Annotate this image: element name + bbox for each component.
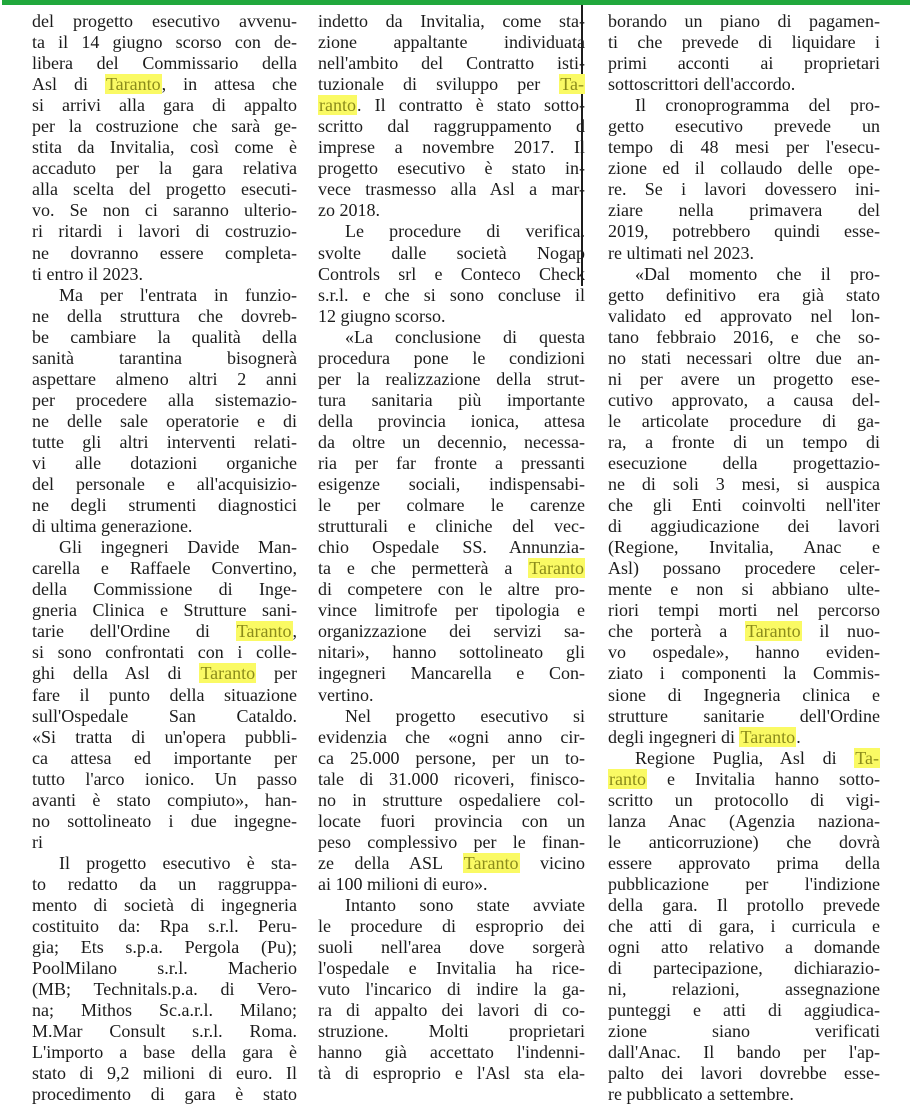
text-line: ziare nella primavera del: [608, 200, 880, 221]
text-line: procedimento di gara è stato: [32, 1084, 297, 1105]
text-line: imprese a novembre 2017. Il: [318, 137, 585, 158]
text-line: evidenzia che «ogni anno cir-: [318, 726, 585, 747]
text-line: Il progetto esecutivo è sta-: [59, 852, 297, 873]
search-highlight: ranto: [319, 95, 356, 116]
text-line: ta il 14 giugno scorso con de-: [32, 32, 297, 53]
text-line: nell'ambito del Contratto isti-: [318, 53, 585, 74]
text-line: di partecipazione, dichiarazio-: [608, 958, 880, 979]
text-line: libera del Commissario della: [32, 53, 297, 74]
text-line: tuzionale di sviluppo per Ta-: [318, 74, 584, 95]
text-line: chio Ospedale SS. Annunzia-: [318, 537, 585, 558]
text-line: avanti è stato compiuto», han-: [32, 789, 297, 810]
text-line: na; Mithos Sc.a.r.l. Milano;: [32, 1000, 297, 1021]
text-line: ca attesa ed importante per: [32, 747, 297, 768]
text-line: 2019, potrebbero quindi esse-: [608, 221, 880, 242]
text-line: borando un piano di pagamen-: [608, 11, 880, 31]
text-line: Asl) possano procedere celer-: [608, 558, 880, 579]
text-line: zione appaltante individuata: [318, 32, 585, 53]
text-line: che porterà a Taranto il nuo-: [608, 621, 880, 642]
text-line: ingegneri Mancarella e Con-: [318, 663, 585, 684]
search-highlight: Taranto: [745, 621, 801, 642]
text-line: ziato i componenti la Commis-: [608, 663, 880, 684]
text-line: cutivo approvato, a causa del-: [608, 389, 880, 410]
article-column-3: [608, 11, 880, 1105]
text-line: vertino.: [318, 684, 374, 705]
text-line: Nel progetto esecutivo si: [345, 705, 585, 726]
text-line: della gara. Il protollo prevede: [608, 894, 880, 915]
text-line: ne dovranno essere completa-: [32, 242, 297, 263]
text-line: le per colmare le carenze: [318, 495, 585, 516]
text-line: indetto da Invitalia, come sta-: [318, 11, 585, 31]
text-line: L'importo a base della gara è: [32, 1042, 297, 1063]
text-line: mente e non si abbiano ulte-: [608, 579, 880, 600]
text-line: zione siano verificati: [608, 1021, 880, 1042]
text-line: del progetto esecutivo avvenu-: [32, 11, 297, 31]
text-line: ze della ASL Taranto vicino: [318, 852, 585, 873]
text-line: strutturali e cliniche del vec-: [318, 516, 585, 537]
search-highlight: Ta-: [560, 74, 584, 95]
text-line: Ma per l'entrata in funzio-: [59, 284, 297, 305]
text-line: Controls srl e Conteco Check: [318, 263, 585, 284]
text-line: che atti di gara, i curricula e: [608, 916, 880, 937]
text-line: ranto. Il contratto è stato sotto-: [319, 95, 585, 116]
text-line: sull'Ospedale San Cataldo.: [32, 705, 297, 726]
text-line: ca 25.000 persone, per un to-: [318, 747, 585, 768]
text-line: degli ingegneri di Taranto.: [608, 726, 801, 747]
text-line: tempo di 48 mesi per l'esecu-: [608, 137, 880, 158]
text-line: Gli ingegneri Davide Man-: [59, 537, 297, 558]
text-line: alla scelta del progetto esecuti-: [32, 179, 297, 200]
text-line: procedura pone le condizioni: [318, 347, 585, 368]
text-line: ghi della Asl di Taranto per: [32, 663, 297, 684]
text-line: si arrivi alla gara di appalto: [32, 95, 297, 116]
text-line: stita da Invitalia, così come è: [32, 137, 297, 158]
text-line: mento di società di ingegneria: [32, 894, 297, 915]
text-line: dall'Anac. Il bando per l'ap-: [608, 1042, 880, 1063]
text-line: validato ed approvato nel lon-: [608, 305, 880, 326]
top-border-line: [2, 0, 910, 5]
text-line: ri: [32, 831, 43, 852]
text-line: vo. Se non ci saranno ulterio-: [32, 200, 297, 221]
text-line: ni, relazioni, assegnazione: [608, 979, 880, 1000]
text-line: tano febbraio 2016, e che so-: [608, 326, 880, 347]
text-line: tutte gli altri interventi relati-: [32, 431, 297, 452]
article-column-2: [318, 11, 585, 1084]
text-line: locate fuori provincia con un: [318, 810, 585, 831]
text-line: le articolate procedure di ga-: [608, 410, 880, 431]
text-line: ra, a fronte di un tempo di: [608, 431, 880, 452]
text-line: di competere con le altre pro-: [318, 579, 585, 600]
text-line: si sono confrontati con i colle-: [32, 642, 297, 663]
text-line: gneria Clinica e Strutture sani-: [32, 600, 297, 621]
text-line: strutture sanitarie dell'Ordine: [608, 705, 880, 726]
text-line: le anticorruzione) che dovrà: [608, 831, 880, 852]
text-line: per la costruzione che sarà ge-: [32, 116, 297, 137]
text-line: aspettare almeno altri 2 anni: [32, 368, 297, 389]
text-line: costituito da: Rpa s.r.l. Peru-: [32, 916, 297, 937]
text-line: pubblicazione per l'indizione: [608, 873, 880, 894]
text-line: gia; Ets s.p.a. Pergola (Pu);: [32, 937, 297, 958]
search-highlight: Ta-: [855, 747, 879, 768]
text-line: per procedere alla sistemazio-: [32, 389, 297, 410]
text-line: tutto l'arco ionico. Un passo: [32, 768, 297, 789]
text-line: vince limitrofe per tipologia e: [318, 600, 585, 621]
article-column-1: [32, 11, 297, 1105]
text-line: scritto dal raggruppamento d: [318, 116, 585, 137]
text-line: tà di esproprio e l'Asl sta ela-: [318, 1063, 585, 1084]
text-line: zione ed il collaudo delle ope-: [608, 158, 880, 179]
text-line: ne degli strumenti diagnostici: [32, 495, 297, 516]
text-line: palto dei lavori dovrebbe esse-: [608, 1063, 880, 1084]
text-line: getto definitivo era già stato: [608, 284, 880, 305]
text-line: re. Se i lavori dovessero ini-: [608, 179, 880, 200]
text-line: ni per avere un progetto ese-: [608, 368, 880, 389]
text-line: l'ospedale e Invitalia ha rice-: [318, 958, 585, 979]
text-line: tarie dell'Ordine di Taranto,: [32, 621, 297, 642]
search-highlight: Taranto: [740, 726, 796, 747]
text-line: ti entro il 2023.: [32, 263, 143, 284]
text-line: M.Mar Consult s.r.l. Roma.: [32, 1021, 297, 1042]
text-line: «La conclusione di questa: [345, 326, 585, 347]
text-line: re ultimati nel 2023.: [608, 242, 754, 263]
text-line: riori tempi morti nel percorso: [608, 600, 880, 621]
text-line: organizzazione dei servizi sa-: [318, 621, 585, 642]
text-line: Regione Puglia, Asl di Ta-: [635, 747, 879, 768]
text-line: Le procedure di verifica.: [345, 221, 585, 242]
text-line: ria per far fronte a pressanti: [318, 452, 585, 473]
text-line: getto esecutivo prevede un: [608, 116, 880, 137]
text-line: punteggi e atti di aggiudica-: [608, 1000, 880, 1021]
text-line: di ultima generazione.: [32, 516, 193, 537]
text-line: fare il punto della situazione: [32, 684, 297, 705]
text-line: sottoscrittori dell'accordo.: [608, 74, 796, 95]
text-line: no stati necessari oltre due an-: [608, 347, 880, 368]
text-line: «Dal momento che il pro-: [635, 263, 880, 284]
text-line: hanno già accettato l'indenni-: [318, 1042, 585, 1063]
text-line: le procedure di esproprio dei: [318, 916, 585, 937]
text-line: tura sanitaria più importante: [318, 389, 585, 410]
text-line: suoli nell'area dove sorgerà: [318, 937, 585, 958]
text-line: da oltre un decennio, necessa-: [318, 431, 585, 452]
text-line: della Commissione di Inge-: [32, 579, 297, 600]
text-line: be cambiare la qualità della: [32, 326, 297, 347]
text-line: ti che prevede di liquidare i: [608, 32, 880, 53]
text-line: sanità tarantina bisognerà: [32, 347, 297, 368]
text-line: sione di Ingegneria clinica e: [608, 684, 880, 705]
search-highlight: Taranto: [463, 852, 519, 873]
text-line: 12 giugno scorso.: [318, 305, 446, 326]
text-line: to redatto da un raggruppa-: [32, 873, 297, 894]
text-line: ra di appalto dei lavori di co-: [318, 1000, 585, 1021]
text-line: ranto e Invitalia hanno sotto-: [609, 768, 880, 789]
text-line: del personale e all'acquisizio-: [32, 474, 297, 495]
text-line: scritto un protocollo di vigi-: [608, 789, 880, 810]
text-line: stato di 9,2 milioni di euro. Il: [32, 1063, 297, 1084]
text-line: esigenze sociali, indispensabi-: [318, 474, 585, 495]
text-line: ne delle sale operatorie e di: [32, 410, 297, 431]
text-line: vece trasmesso alla Asl a mar-: [318, 179, 585, 200]
text-line: vuto l'incarico di indire la ga-: [318, 979, 585, 1000]
text-line: vi alle dotazioni organiche: [32, 452, 297, 473]
text-line: progetto esecutivo è stato in-: [318, 158, 585, 179]
search-highlight: ranto: [609, 768, 646, 789]
text-line: peso complessivo per le finan-: [318, 831, 585, 852]
search-highlight: Taranto: [236, 621, 292, 642]
text-line: struzione. Molti proprietari: [318, 1021, 585, 1042]
text-line: ne di soli 3 mesi, si auspica: [608, 474, 880, 495]
text-line: essere approvato prima della: [608, 852, 880, 873]
text-line: zo 2018.: [318, 200, 380, 221]
text-line: Asl di Taranto, in attesa che: [32, 74, 297, 95]
text-line: esecuzione della progettazio-: [608, 452, 880, 473]
text-line: (MB; Technitals.p.a. di Vero-: [32, 979, 297, 1000]
text-line: PoolMilano s.r.l. Macherio: [32, 958, 297, 979]
text-line: ri ritardi i lavori di costruzio-: [32, 221, 297, 242]
search-highlight: Taranto: [529, 558, 584, 579]
text-line: re pubblicato a settembre.: [608, 1084, 794, 1105]
text-line: vo ospedale», hanno eviden-: [608, 642, 880, 663]
text-line: svolte dalle società Nogap: [318, 242, 585, 263]
text-line: lanza Anac (Agenzia naziona-: [608, 810, 880, 831]
text-line: no in strutture ospedaliere col-: [318, 789, 585, 810]
text-line: «Si tratta di un'opera pubbli-: [32, 726, 297, 747]
text-line: (Regione, Invitalia, Anac e: [608, 537, 880, 558]
text-line: tale di 31.000 ricoveri, finisco-: [318, 768, 585, 789]
text-line: primi acconti ai proprietari: [608, 53, 880, 74]
text-line: carella e Raffaele Convertino,: [32, 558, 297, 579]
text-line: nitari», hanno sottolineato gli: [318, 642, 585, 663]
text-line: ogni atto relativo a domande: [608, 937, 880, 958]
text-line: Intanto sono state avviate: [345, 894, 585, 915]
text-line: ta e che permetterà a Taranto: [318, 558, 584, 579]
text-line: s.r.l. e che si sono concluse il: [318, 284, 585, 305]
text-line: no sottolineato i due ingegne-: [32, 810, 297, 831]
text-line: che gli Enti coinvolti nell'iter: [608, 495, 880, 516]
text-line: ai 100 milioni di euro».: [318, 873, 488, 894]
text-line: accaduto per la gara relativa: [32, 158, 297, 179]
search-highlight: Taranto: [200, 663, 256, 684]
text-line: per la realizzazione della strut-: [318, 368, 585, 389]
text-line: ne della struttura che dovreb-: [32, 305, 297, 326]
text-line: Il cronoprogramma del pro-: [635, 95, 880, 116]
search-highlight: Taranto: [105, 74, 161, 95]
text-line: di aggiudicazione dei lavori: [608, 516, 880, 537]
text-line: della provincia ionica, attesa: [318, 410, 585, 431]
